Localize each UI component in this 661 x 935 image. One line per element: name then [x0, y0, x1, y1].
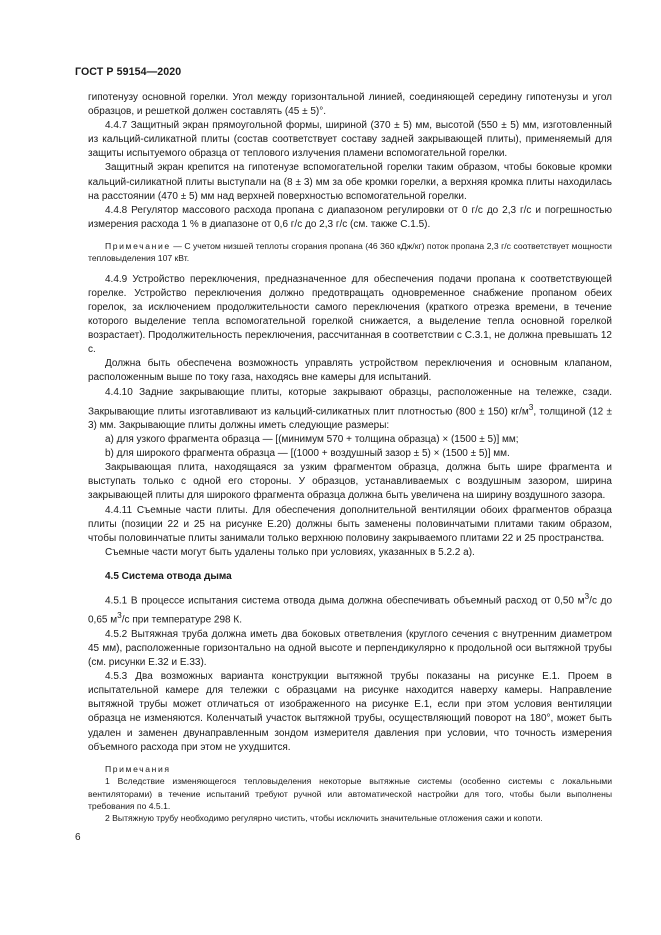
paragraph-narrow-plate: Закрывающая плита, находящаяся за узким фрагментом образца, должна быть шире фрагмента и выступать только с одной его стороны. У образцов, устанавливаемых с воздушным зазором, ширина закрывающей плиты для широкого фрагмента образца должна быть увеличена на ширину воздушного зазора. [88, 462, 612, 502]
paragraph-4-5-3: 4.5.3 Два возможных варианта конструкции вытяжной трубы показаны на рисунке Е.1. Проем в испытательной камере для тележки с образцами на рисунке находится наверху камеры. Направление вытяжной трубы может отличаться от изображенного на рисунке Е.1, если при этом условия вентиляции образца не изменяются. Коленчатый участок вытяжной трубы, осуществляющий поворот на 180°, может быть удален и заменен двунаправленным зондом измерителя давления при условии, что точность измерения объемного расхода при этом не ухудшится. [88, 671, 612, 753]
paragraph-control: Должна быть обеспечена возможность управлять устройством переключения и основным клапаном, расположенным выше по току газа, находясь вне камеры для испытаний. [88, 358, 612, 384]
paragraph-4-5-2: 4.5.2 Вытяжная труба должна иметь два боковых ответвления (круглого сечения с внутренним диаметром 45 мм), расположенные горизонтально на одной высоте и перпендикулярно к продольной оси вытяжной трубы (см. рисунки Е.32 и Е.33). [88, 628, 612, 669]
section-title-4-5: 4.5 Система отвода дыма [105, 570, 232, 582]
paragraph-4-4-9: 4.4.9 Устройство переключения, предназначенное для обеспечения подачи пропана к соответствующей горелке. Устройство переключения должно предотвращать одновременное снабжение пропаном обеих горелок, за исключением продолжительности самого переключения (краткого отрезка времени, в течение которого выделение тепла вспомогательной горелкой снижается, а выделение тепла основной горелкой возрастает). Продолжительность переключения, рассчитанная в соответствии с С.3.1, не должна превышать 12 с. [88, 273, 612, 356]
note-2: 2 Вытяжную трубу необходимо регулярно чистить, чтобы исключить значительные отложения сажи и копоти. [105, 813, 543, 824]
paragraph-4-4-10 [88, 386, 612, 434]
paragraph-4-4-10-part-b: , толщиной (12 ± 3) мм. Закрывающие плиты должны иметь следующие размеры: [88, 405, 612, 432]
page-number: 6 [75, 832, 81, 843]
paragraph-4-4-10-part-a: 4.4.10 Задние закрывающие плиты, которые закрывают образцы, расположенные на тележке, сзади. Закрывающие плиты изготавливают из кальций-силикатных плит плотностью (800 ± 150) кг/м [88, 386, 612, 417]
note-1: 1 Вследствие изменяющегося тепловыделения некоторые вытяжные системы (особенно системы с локальными вентиляторами) в течение испытаний требуют ручной или автоматической настройки для того, чтобы были выполнены требования по 4.5.1. [88, 776, 612, 811]
notes-heading: Примечания [105, 763, 171, 774]
paragraph-removable: Съемные части могут быть удалены только при условиях, указанных в 5.2.2 а). [105, 546, 475, 558]
paragraph-screen-mount: Защитный экран крепится на гипотенузе вспомогательной горелки таким образом, чтобы боковые кромки кальций-силикатной плиты выступали на (8 ± 3) мм за обе кромки горелки, а верхняя кромка плиты находилась на расстоянии (470 ± 5) мм над верхней поверхностью вспомогательной горелки. [88, 162, 612, 202]
superscript-3b: 3 [117, 610, 122, 621]
paragraph-4-5-1-part-b: /с до 0,65 м [88, 595, 613, 626]
superscript-3: 3 [528, 401, 534, 412]
list-item-b: b) для широкого фрагмента образца — [(1000 + воздушный зазор ± 5) × (1500 ± 5)] мм. [105, 448, 510, 460]
superscript-3a: 3 [584, 591, 590, 602]
paragraph-continuation: гипотенузу основной горелки. Угол между горизонтальной линией, соединяющей середину гипотенузы и угол образцов, и решеткой должен составлять (45 ± 5)°. [88, 92, 612, 118]
note-text: — С учетом низшей теплоты сгорания пропана (46 360 кДж/кг) поток пропана 2,3 г/с соответствует мощности тепловыделения 107 кВт. [88, 240, 612, 264]
document-body [88, 91, 612, 825]
paragraph-4-4-7: 4.4.7 Защитный экран прямоугольной формы, шириной (370 ± 5) мм, высотой (550 ± 5) мм, изготовленный из кальций-силикатной плиты (состав соответствует составу задней закрывающей плиты), применяемый для защиты испытуемого образца от теплового излучения пламени вспомогательной горелки. [88, 120, 612, 160]
note-propane [88, 240, 612, 265]
paragraph-4-5-1 [88, 589, 612, 628]
document-header: ГОСТ Р 59154—2020 [75, 66, 182, 78]
paragraph-4-4-11: 4.4.11 Съемные части плиты. Для обеспечения дополнительной вентиляции обоих фрагментов образца плиты (позиции 22 и 25 на рисунке Е.20) должны быть заменены половинчатыми плитами таким образом, чтобы половинчатые плиты занимали только верхнюю половину закрываемого плитами 22 и 25 пространства. [88, 504, 612, 544]
paragraph-4-4-8: 4.4.8 Регулятор массового расхода пропана с диапазоном регулировки от 0 г/с до 2,3 г/с и погрешностью измерения расхода 1 % в диапазоне от 0,6 г/с до 2,3 г/с (см. также С.1.5). [88, 204, 612, 230]
paragraph-4-5-1-part-c: /с при температуре 298 К. [121, 614, 242, 626]
paragraph-4-5-1-part-a: 4.5.1 В процессе испытания система отвода дыма должна обеспечивать объемный расход от 0,50 м [105, 595, 585, 607]
note-label: Примечание [105, 240, 171, 251]
list-item-a: а) для узкого фрагмента образца — [(минимум 570 + толщина образца) × (1500 ± 5)] мм; [105, 434, 519, 446]
